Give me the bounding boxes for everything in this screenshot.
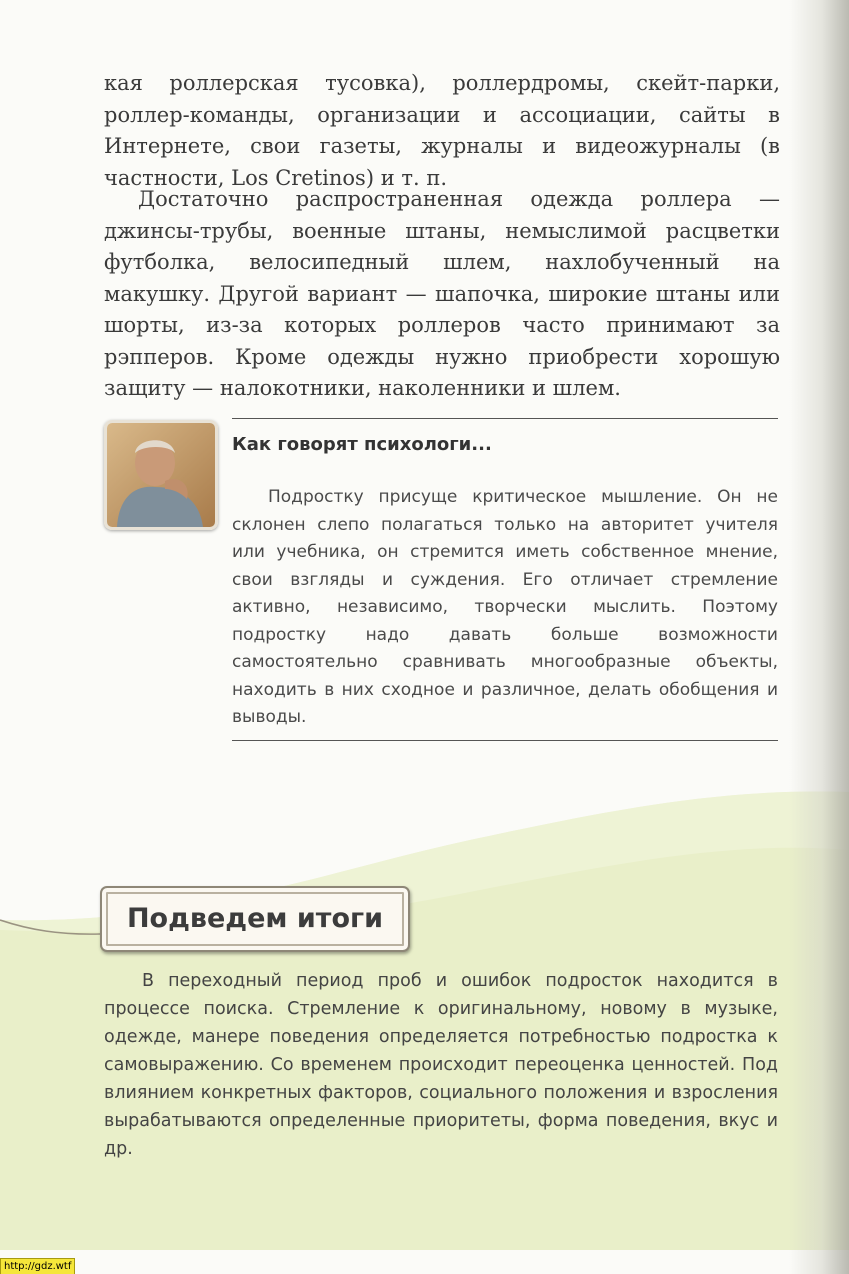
psychologists-heading: Как говорят психологи... xyxy=(232,434,492,455)
summary-title-box xyxy=(100,886,410,952)
watermark-link[interactable]: http://gdz.wtf xyxy=(0,1258,75,1274)
divider-top xyxy=(232,418,778,419)
paragraph-clothing: Достаточно распространенная одежда роллера — джинсы-трубы, военные штаны, немыслимой расцветки футболка, велосипедный шлем, нахлобученный на макушку. Другой вариант — шапочка, широкие штаны или шорты, из-за которых роллеров часто принимают за рэпперов. Кроме одежды нужно приобрести хорошую защиту — налокотники, наколенники и шлем. xyxy=(104,187,780,400)
summary-text: В переходный период проб и ошибок подросток находится в процессе поиска. Стремление к оригинальному, новому в музыке, одежде, манере поведения определяется потребностью подростка к самовыражению. Со временем происходит переоценка ценностей. Под влиянием конкретных факторов, социального положения и взросления вырабатываются определенные приоритеты, форма поведения, вкус и др. xyxy=(104,971,778,1159)
paragraph-intro: кая роллерская тусовка), роллердромы, скейт-парки, роллер-команды, организации и ассоциации, сайты в Интернете, свои газеты, журналы и видеожурналы (в частности, Los Cretinos) и т. п. xyxy=(104,71,780,190)
summary-title: Подведем итоги xyxy=(126,903,384,934)
portrait-icon xyxy=(107,423,215,527)
page-spine-shadow xyxy=(789,0,849,1274)
divider-bottom xyxy=(232,740,778,741)
psychologists-text: Подростку присуще критическое мышление. Он не склонен слепо полагаться только на авторитет учителя или учебника, он стремится иметь собственное мнение, свои взгляды и суждения. Его отличает стремление активно, независимо, творчески мыслить. Поэтому подростку надо давать больше возможности самостоятельно сравнивать многообразные объекты, находить в них сходное и различное, делать обобщения и выводы. xyxy=(232,487,778,727)
psychologist-portrait-photo xyxy=(104,420,218,530)
